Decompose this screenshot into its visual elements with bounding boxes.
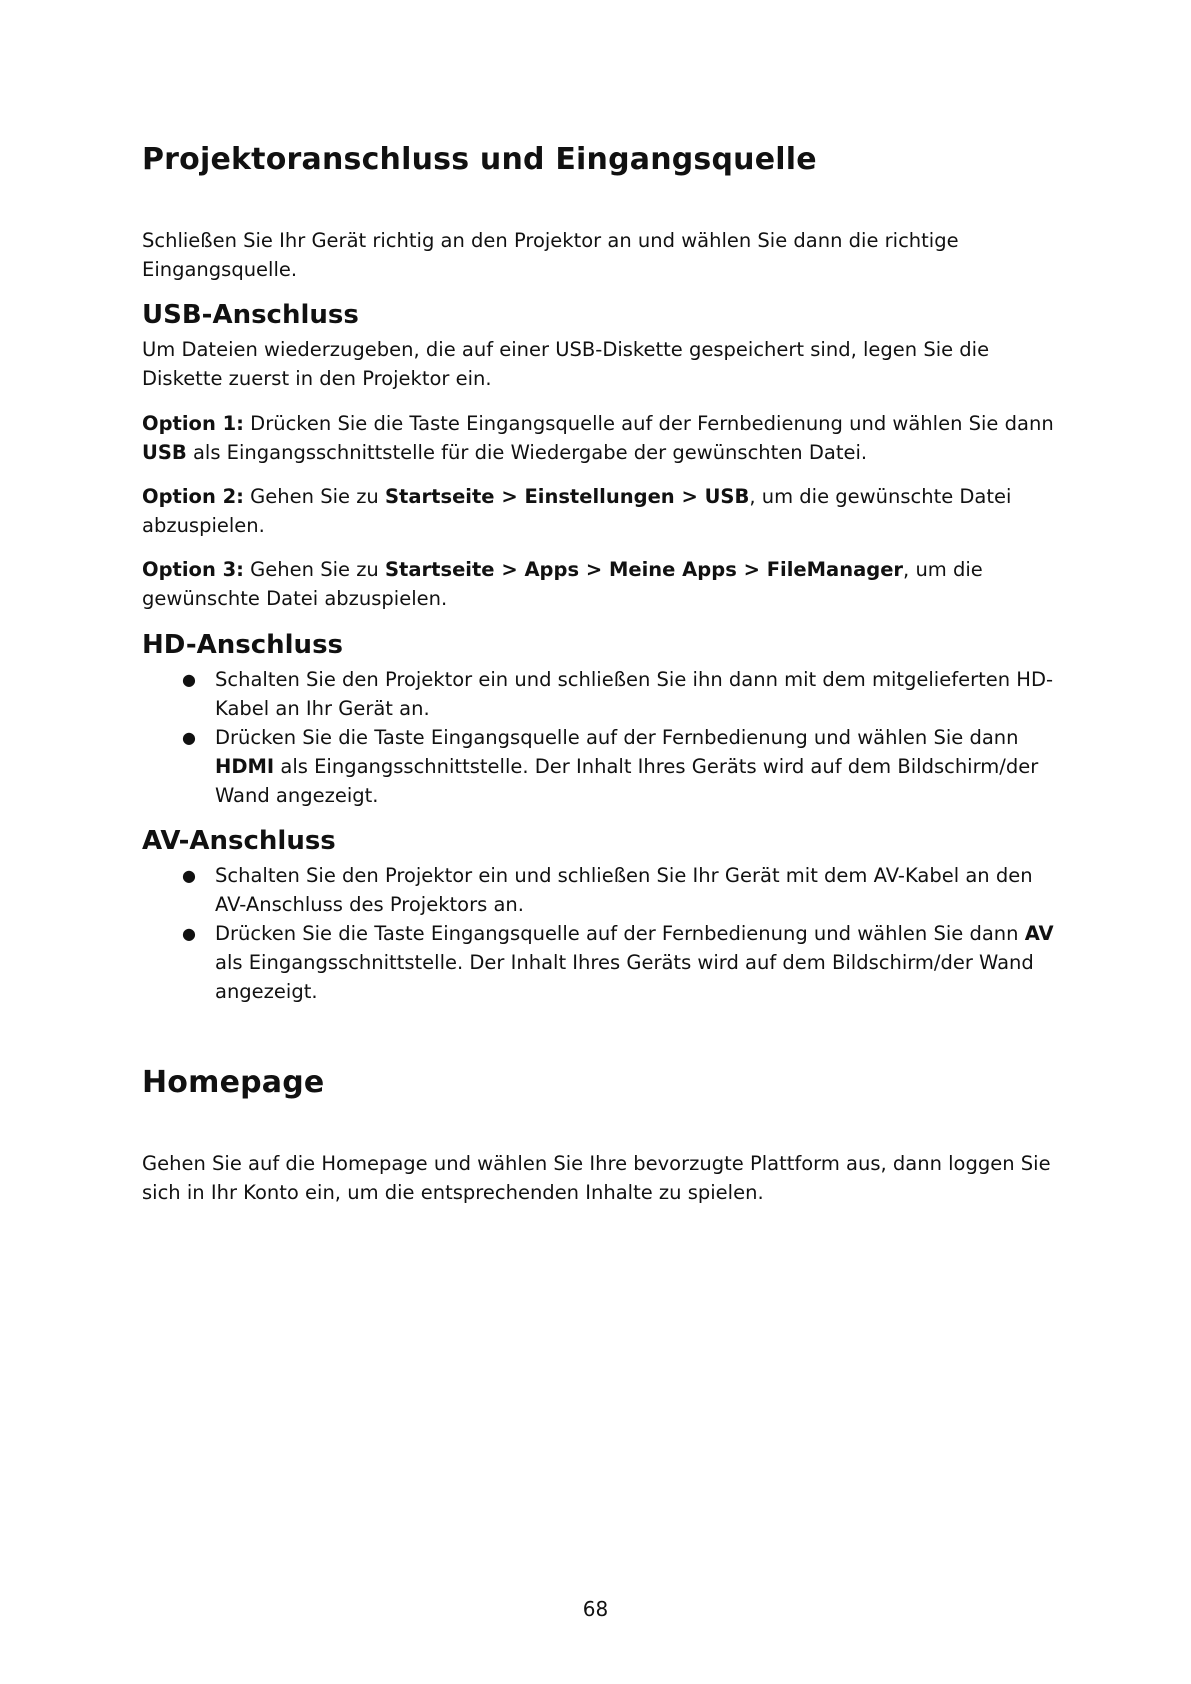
- bullet-dot-icon: ●: [182, 728, 196, 747]
- usb-option-2: [142, 482, 1062, 540]
- bullet-dot-icon: ●: [182, 670, 196, 689]
- av-bullet-2-bold: AV: [1024, 922, 1054, 945]
- option-2-text-a: Gehen Sie zu: [243, 485, 385, 508]
- option-1-text-b: als Eingangsschnittstelle für die Wiedergabe der gewünschten Datei.: [186, 441, 868, 464]
- hd-bullet-2-bold: HDMI: [215, 755, 275, 778]
- av-bullet-2-text-b: als Eingangsschnittstelle. Der Inhalt Ihres Geräts wird auf dem Bildschirm/der Wand angezeigt.: [215, 951, 1034, 1003]
- av-bullet-list: [142, 861, 1062, 1006]
- heading-usb: USB-Anschluss: [142, 300, 359, 330]
- usb-option-3: [142, 555, 1062, 613]
- hd-bullet-2-text-b: als Eingangsschnittstelle. Der Inhalt Ihres Geräts wird auf dem Bildschirm/der Wand angezeigt.: [215, 755, 1039, 807]
- usb-paragraph: Um Dateien wiederzugeben, die auf einer USB-Diskette gespeichert sind, legen Sie die Diskette zuerst in den Projektor ein.: [142, 338, 990, 390]
- av-bullet-2-text-a: Drücken Sie die Taste Eingangsquelle auf der Fernbedienung und wählen Sie dann: [215, 922, 1025, 945]
- intro-paragraph: Schließen Sie Ihr Gerät richtig an den Projektor an und wählen Sie dann die richtige Eingangsquelle.: [142, 229, 959, 281]
- section-title-projector-connection: Projektoranschluss und Eingangsquelle: [142, 142, 817, 177]
- option-3-bold: Startseite > Apps > Meine Apps > FileManager: [385, 558, 904, 581]
- bullet-dot-icon: ●: [182, 924, 196, 943]
- hd-bullet-list: [142, 665, 1062, 810]
- option-1-bold: USB: [142, 441, 187, 464]
- list-item: [142, 919, 1062, 1006]
- section-title-homepage: Homepage: [142, 1065, 325, 1100]
- list-item: [142, 665, 1062, 723]
- option-1-text-a: Drücken Sie die Taste Eingangsquelle auf der Fernbedienung und wählen Sie dann: [243, 412, 1054, 435]
- option-2-text-b: , um die gewünschte Datei abzuspielen.: [142, 485, 1012, 537]
- option-3-text-b: , um die gewünschte Datei abzuspielen.: [142, 558, 983, 610]
- homepage-paragraph: Gehen Sie auf die Homepage und wählen Sie Ihre bevorzugte Plattform aus, dann loggen Sie sich in Ihr Konto ein, um die entsprechenden Inhalte zu spielen.: [142, 1152, 1051, 1204]
- hd-bullet-1-text: Schalten Sie den Projektor ein und schließen Sie ihn dann mit dem mitgelieferten HD-Kabel an Ihr Gerät an.: [215, 668, 1054, 720]
- option-2-label: Option 2:: [142, 485, 244, 508]
- page-number: 68: [582, 1597, 609, 1621]
- av-bullet-1-text: Schalten Sie den Projektor ein und schließen Sie Ihr Gerät mit dem AV-Kabel an den AV-Anschluss des Projektors an.: [215, 864, 1033, 916]
- option-3-label: Option 3:: [142, 558, 244, 581]
- option-3-text-a: Gehen Sie zu: [243, 558, 385, 581]
- list-item: [142, 723, 1062, 810]
- option-1-label: Option 1:: [142, 412, 244, 435]
- option-2-bold: Startseite > Einstellungen > USB: [385, 485, 750, 508]
- hd-bullet-2-text-a: Drücken Sie die Taste Eingangsquelle auf der Fernbedienung und wählen Sie dann: [215, 726, 1019, 749]
- heading-av: AV-Anschluss: [142, 826, 336, 856]
- list-item: [142, 861, 1062, 919]
- usb-option-1: [142, 409, 1062, 467]
- bullet-dot-icon: ●: [182, 866, 196, 885]
- heading-hd: HD-Anschluss: [142, 630, 344, 660]
